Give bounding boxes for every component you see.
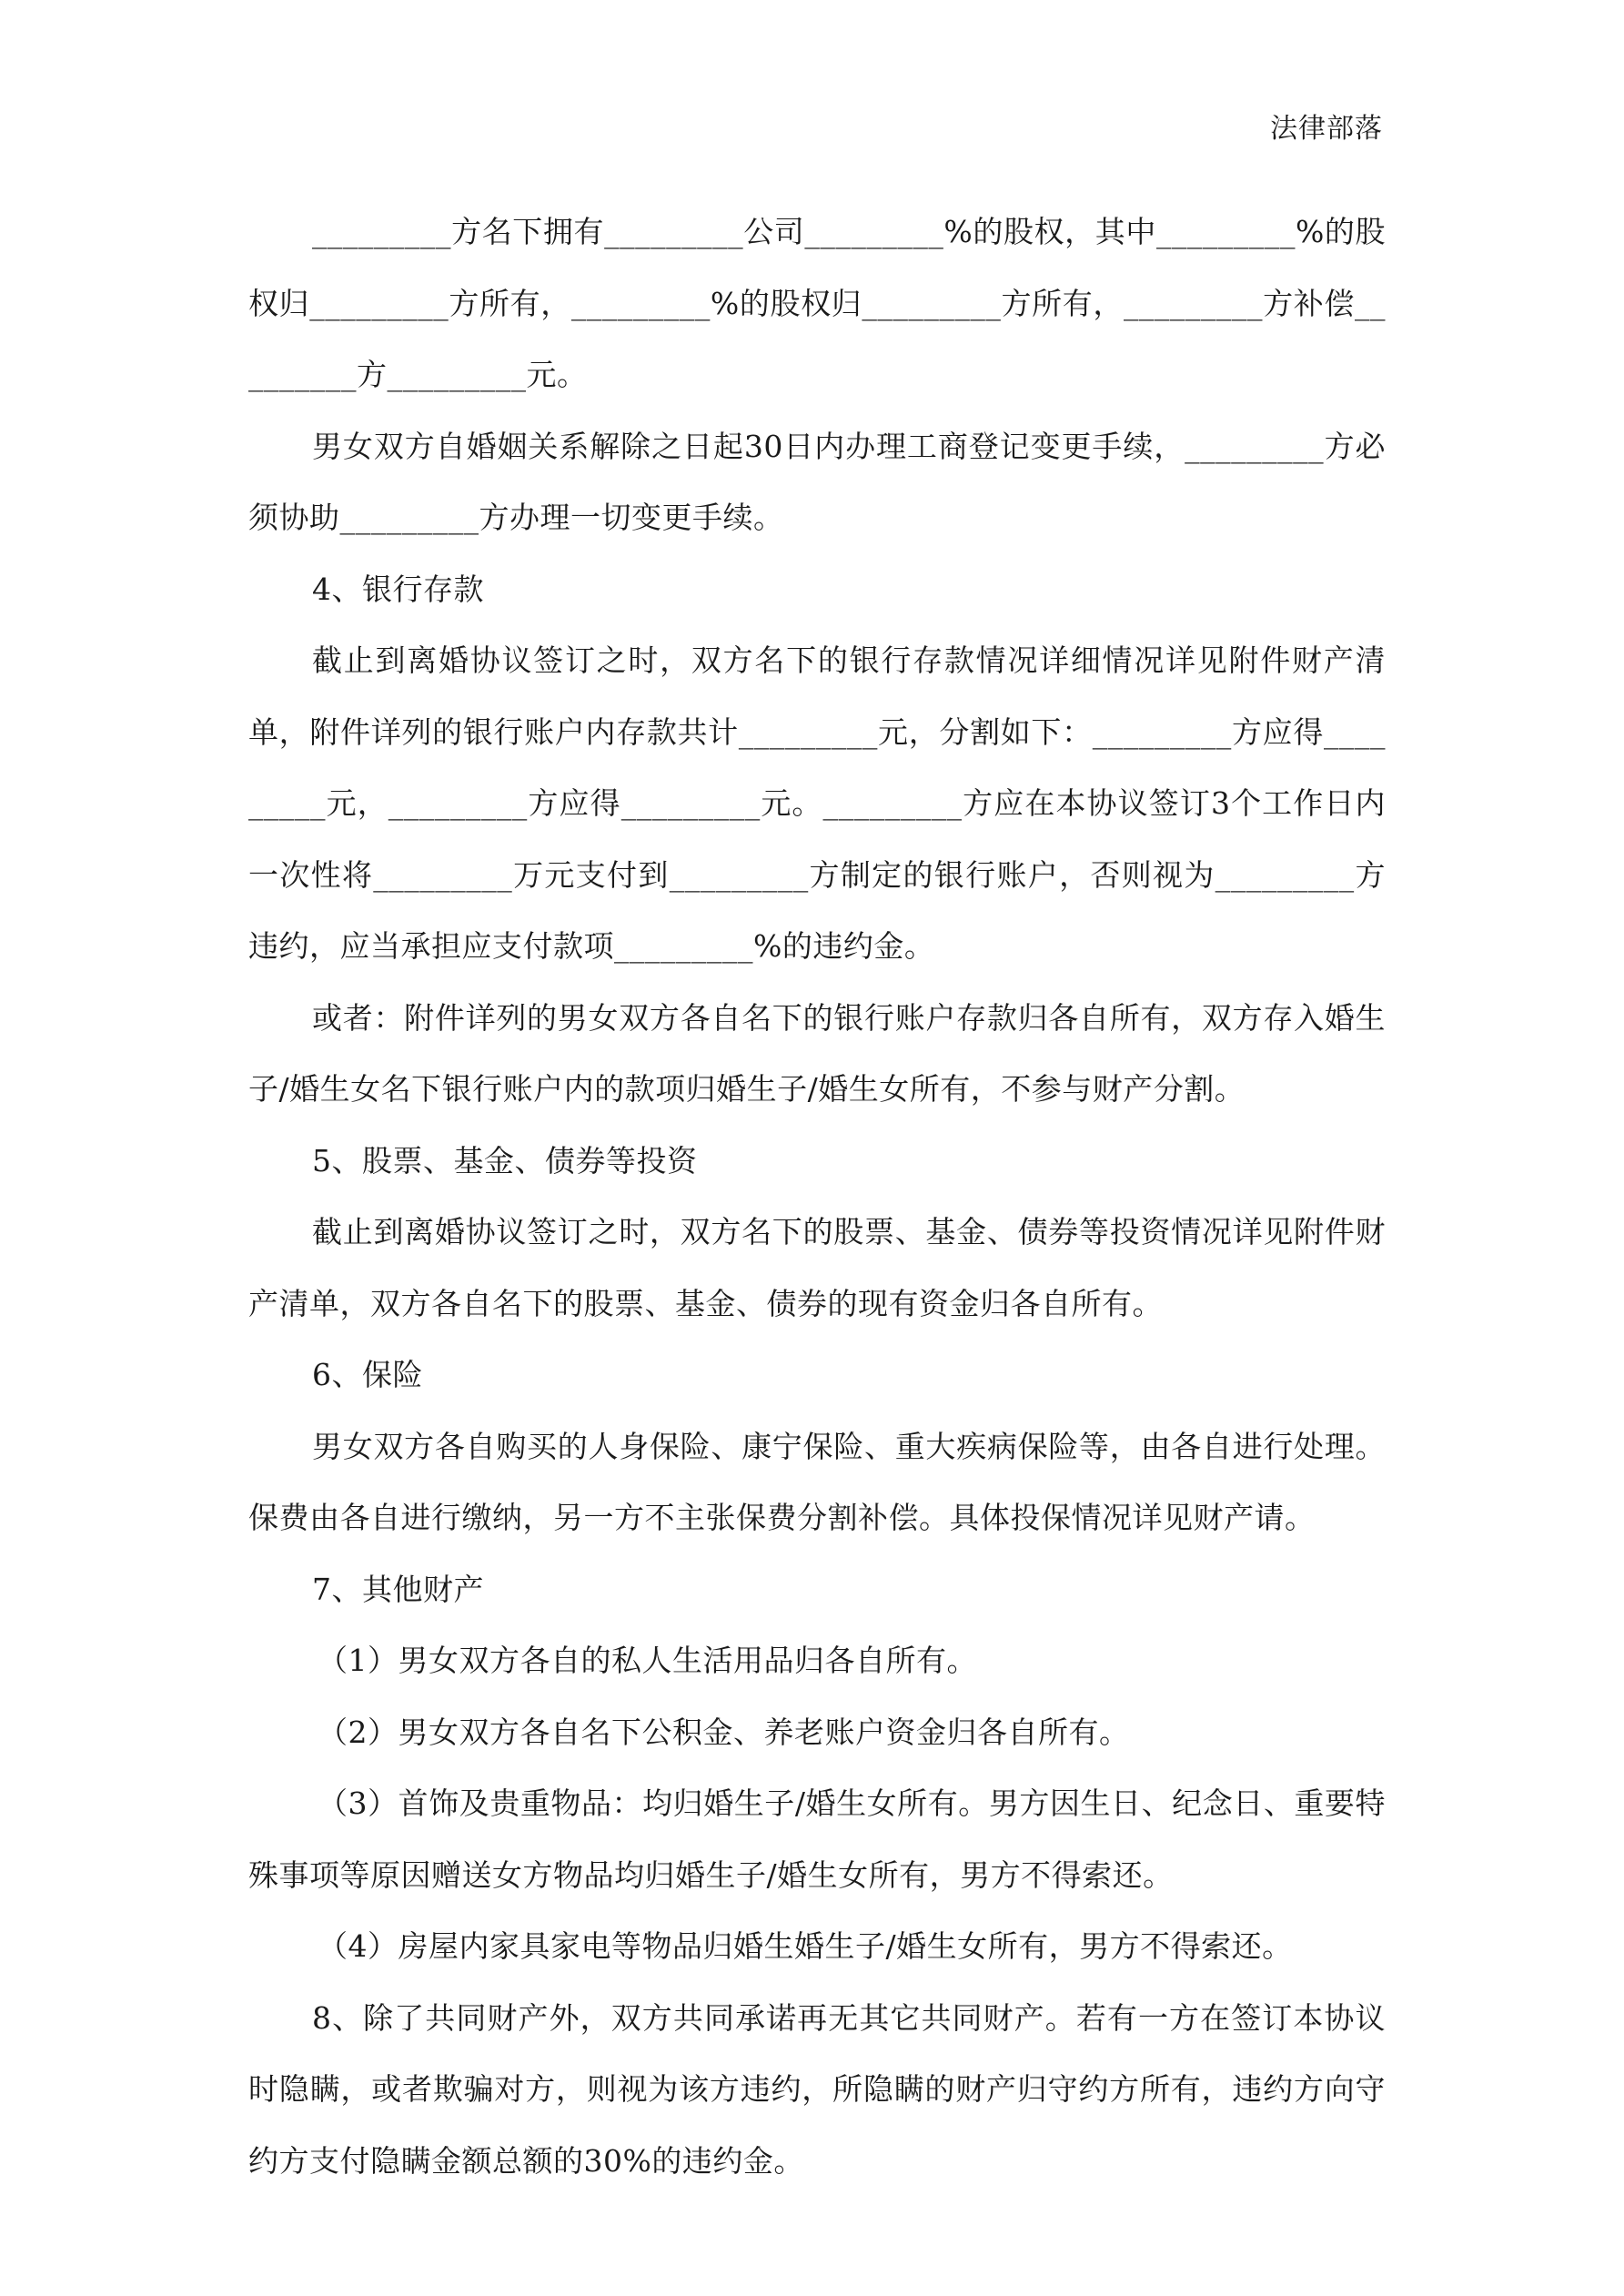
paragraph-no-other-property: 8、除了共同财产外，双方共同承诺再无其它共同财产。若有一方在签订本协议时隐瞒，或者欺骗对方，则视为该方违约，所隐瞒的财产归守约方所有，违约方向守约方支付隐瞒金额总额的30%的违约金。 bbox=[248, 1999, 1386, 2179]
document-body bbox=[248, 197, 1386, 2197]
list-item-furniture: （4）房屋内家具家电等物品归婚生婚生子/婚生女所有，男方不得索还。 bbox=[318, 1928, 1293, 1964]
paragraph-equity-transfer: _________方名下拥有_________公司_________%的股权，其中_________%的股权归_________方所有，_________%的股权归_________方所有，_________方补偿_________方_________元。 bbox=[248, 214, 1386, 392]
list-item-provident-fund: （2）男女双方各自名下公积金、养老账户资金归各自所有。 bbox=[318, 1714, 1130, 1750]
section-heading-bank-deposits: 4、银行存款 bbox=[312, 571, 484, 607]
section-heading-insurance: 6、保险 bbox=[312, 1357, 423, 1392]
header-brand: 法律部落 bbox=[1270, 113, 1383, 145]
paragraph-bank-deposits-alternative: 或者：附件详列的男女双方各自名下的银行账户存款归各自所有，双方存入婚生子/婚生女名下银行账户内的款项归婚生子/婚生女所有，不参与财产分割。 bbox=[248, 999, 1386, 1107]
paragraph-registration-change: 男女双方自婚姻关系解除之日起30日内办理工商登记变更手续，_________方必须协助_________方办理一切变更手续。 bbox=[248, 428, 1386, 535]
section-heading-investments: 5、股票、基金、债券等投资 bbox=[312, 1142, 698, 1178]
section-heading-other-property: 7、其他财产 bbox=[312, 1571, 484, 1607]
list-item-jewelry: （3）首饰及贵重物品：均归婚生子/婚生女所有。男方因生日、纪念日、重要特殊事项等原因赠送女方物品均归婚生子/婚生女所有，男方不得索还。 bbox=[248, 1785, 1386, 1893]
paragraph-investments: 截止到离婚协议签订之时，双方名下的股票、基金、债券等投资情况详见附件财产清单，双方各自名下的股票、基金、债券的现有资金归各自所有。 bbox=[248, 1214, 1386, 1321]
list-item-personal-items: （1）男女双方各自的私人生活用品归各自所有。 bbox=[318, 1643, 977, 1678]
paragraph-insurance: 男女双方各自购买的人身保险、康宁保险、重大疾病保险等，由各自进行处理。保费由各自进行缴纳，另一方不主张保费分割补偿。具体投保情况详见财产请。 bbox=[248, 1428, 1386, 1535]
paragraph-bank-deposits: 截止到离婚协议签订之时，双方名下的银行存款情况详细情况详见附件财产清单，附件详列的银行账户内存款共计_________元，分割如下：_________方应得_________元，_________方应得_________元。_________方应在本协议签订3个工作日内一次性将_________万元支付到_________方制定的银行账户，否则视为_________方违约，应当承担应支付款项_________%的违约金。 bbox=[248, 642, 1386, 964]
